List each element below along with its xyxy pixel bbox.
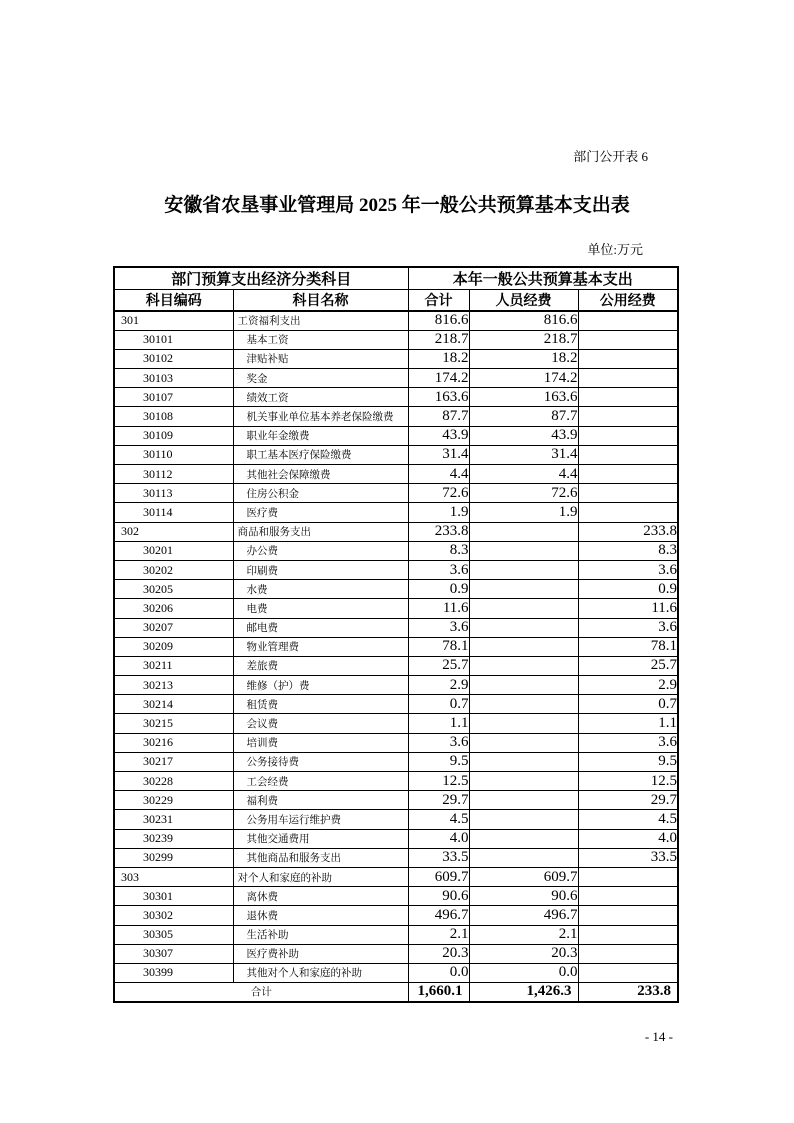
row-public-cell: 3.6 [578,733,678,752]
row-personnel-cell: 174.2 [469,369,578,388]
table-row [114,330,678,349]
row-name-cell: 其他商品和服务支出 [233,848,408,867]
row-public-cell [578,887,678,906]
row-name-cell: 离休费 [233,887,408,906]
row-name-cell: 工会经费 [233,772,408,791]
table-row [114,426,678,445]
table-group-header-row [114,267,678,290]
row-name-cell: 退休费 [233,906,408,925]
page-title: 安徽省农垦事业管理局 2025 年一般公共预算基本支出表 [164,195,630,216]
row-name-cell: 工资福利支出 [233,311,408,330]
row-personnel-cell [469,752,578,771]
row-code-cell: 30215 [114,714,233,733]
row-name-cell: 生活补助 [233,925,408,944]
row-personnel-cell [469,656,578,675]
row-code-cell: 30102 [114,349,233,368]
row-name-cell: 会议费 [233,714,408,733]
row-total-cell: 12.5 [408,772,469,791]
row-public-cell: 0.9 [578,580,678,599]
row-personnel-cell [469,791,578,810]
row-public-cell [578,311,678,330]
table-row [114,560,678,579]
row-personnel-cell: 2.1 [469,925,578,944]
row-name-cell: 职业年金缴费 [233,426,408,445]
row-code-cell: 30301 [114,887,233,906]
row-personnel-cell [469,522,578,541]
table-row [114,829,678,848]
row-personnel-cell: 0.0 [469,963,578,982]
column-header-public: 公用经费 [578,290,678,312]
row-personnel-cell [469,541,578,560]
row-total-cell: 233.8 [408,522,469,541]
column-header-code: 科目编码 [114,290,233,312]
row-name-cell: 津贴补贴 [233,349,408,368]
row-name-cell: 福利费 [233,791,408,810]
row-personnel-cell: 90.6 [469,887,578,906]
row-code-cell: 30112 [114,465,233,484]
row-total-cell: 87.7 [408,407,469,426]
row-personnel-cell: 31.4 [469,445,578,464]
row-total-cell: 4.0 [408,829,469,848]
row-total-cell: 3.6 [408,560,469,579]
row-personnel-cell: 72.6 [469,484,578,503]
row-code-cell: 301 [114,311,233,330]
row-name-cell: 其他对个人和家庭的补助 [233,963,408,982]
row-personnel-cell: 816.6 [469,311,578,330]
row-personnel-cell [469,560,578,579]
row-name-cell: 对个人和家庭的补助 [233,867,408,886]
row-total-cell: 29.7 [408,791,469,810]
table-row [114,388,678,407]
row-public-cell: 9.5 [578,752,678,771]
table-row [114,752,678,771]
row-code-cell: 30114 [114,503,233,522]
row-total-cell: 31.4 [408,445,469,464]
row-total-cell: 25.7 [408,656,469,675]
row-name-cell: 物业管理费 [233,637,408,656]
row-public-cell [578,906,678,925]
row-public-cell: 12.5 [578,772,678,791]
table-row [114,887,678,906]
total-row-label: 合计 [114,983,408,1002]
row-personnel-cell [469,733,578,752]
row-personnel-cell: 4.4 [469,465,578,484]
table-row [114,867,678,886]
row-public-cell: 2.9 [578,676,678,695]
row-name-cell: 电费 [233,599,408,618]
table-row [114,484,678,503]
row-name-cell: 医疗费 [233,503,408,522]
table-header [114,267,678,311]
table-row [114,445,678,464]
row-total-cell: 4.4 [408,465,469,484]
row-public-cell [578,426,678,445]
row-public-cell [578,388,678,407]
row-code-cell: 30307 [114,944,233,963]
total-row [114,983,678,1002]
row-personnel-cell: 20.3 [469,944,578,963]
table-row [114,848,678,867]
row-total-cell: 78.1 [408,637,469,656]
row-name-cell: 水费 [233,580,408,599]
row-public-cell [578,484,678,503]
table-row [114,407,678,426]
row-code-cell: 30231 [114,810,233,829]
row-code-cell: 302 [114,522,233,541]
table-body [114,311,678,983]
row-public-cell: 78.1 [578,637,678,656]
row-public-cell [578,465,678,484]
row-personnel-cell [469,637,578,656]
row-total-cell: 1.9 [408,503,469,522]
column-header-total: 合计 [408,290,469,312]
table-row [114,925,678,944]
table-row [114,465,678,484]
row-name-cell: 机关事业单位基本养老保险缴费 [233,407,408,426]
row-name-cell: 奖金 [233,369,408,388]
row-public-cell [578,407,678,426]
row-total-cell: 2.1 [408,925,469,944]
row-total-cell: 163.6 [408,388,469,407]
row-name-cell: 基本工资 [233,330,408,349]
table-row [114,791,678,810]
table-row [114,676,678,695]
table-row [114,522,678,541]
row-personnel-cell [469,810,578,829]
row-name-cell: 培训费 [233,733,408,752]
row-name-cell: 印刷费 [233,560,408,579]
row-code-cell: 30206 [114,599,233,618]
row-public-cell [578,369,678,388]
row-public-cell [578,445,678,464]
header-note: 部门公开表 6 [573,149,648,164]
row-total-cell: 0.0 [408,963,469,982]
row-code-cell: 30229 [114,791,233,810]
row-name-cell: 办公费 [233,541,408,560]
row-public-cell [578,349,678,368]
row-personnel-cell: 43.9 [469,426,578,445]
table-row [114,733,678,752]
row-personnel-cell: 163.6 [469,388,578,407]
table-row [114,695,678,714]
row-code-cell: 303 [114,867,233,886]
row-total-cell: 18.2 [408,349,469,368]
row-public-cell [578,330,678,349]
row-public-cell [578,503,678,522]
row-public-cell: 3.6 [578,560,678,579]
row-code-cell: 30302 [114,906,233,925]
row-code-cell: 30103 [114,369,233,388]
row-total-cell: 496.7 [408,906,469,925]
row-public-cell [578,867,678,886]
table-row [114,714,678,733]
table-row [114,503,678,522]
row-personnel-cell [469,848,578,867]
row-code-cell: 30299 [114,848,233,867]
row-code-cell: 30228 [114,772,233,791]
row-total-cell: 20.3 [408,944,469,963]
row-name-cell: 公务用车运行维护费 [233,810,408,829]
row-total-cell: 4.5 [408,810,469,829]
table-row [114,580,678,599]
row-total-cell: 1.1 [408,714,469,733]
row-code-cell: 30214 [114,695,233,714]
table-row [114,810,678,829]
row-personnel-cell [469,580,578,599]
row-total-cell: 174.2 [408,369,469,388]
row-total-cell: 11.6 [408,599,469,618]
row-code-cell: 30217 [114,752,233,771]
row-code-cell: 30207 [114,618,233,637]
column-header-name: 科目名称 [233,290,408,312]
row-code-cell: 30205 [114,580,233,599]
row-total-cell: 43.9 [408,426,469,445]
row-personnel-cell [469,695,578,714]
row-total-cell: 90.6 [408,887,469,906]
row-name-cell: 邮电费 [233,618,408,637]
row-name-cell: 维修（护）费 [233,676,408,695]
column-header-personnel: 人员经费 [469,290,578,312]
row-total-cell: 218.7 [408,330,469,349]
table-row [114,637,678,656]
table-row [114,772,678,791]
row-total-cell: 2.9 [408,676,469,695]
row-total-cell: 0.7 [408,695,469,714]
row-code-cell: 30109 [114,426,233,445]
row-public-cell: 25.7 [578,656,678,675]
row-public-cell: 233.8 [578,522,678,541]
row-public-cell [578,963,678,982]
row-code-cell: 30101 [114,330,233,349]
row-personnel-cell [469,618,578,637]
table-row [114,906,678,925]
row-public-cell: 11.6 [578,599,678,618]
row-total-cell: 9.5 [408,752,469,771]
row-name-cell: 其他交通费用 [233,829,408,848]
group-header-budget: 本年一般公共预算基本支出 [408,267,678,290]
row-public-cell: 3.6 [578,618,678,637]
row-name-cell: 绩效工资 [233,388,408,407]
total-row-total: 1,660.1 [408,983,469,1002]
row-code-cell: 30110 [114,445,233,464]
row-code-cell: 30209 [114,637,233,656]
row-personnel-cell [469,676,578,695]
row-code-cell: 30216 [114,733,233,752]
row-public-cell [578,925,678,944]
row-total-cell: 816.6 [408,311,469,330]
row-name-cell: 其他社会保障缴费 [233,465,408,484]
table-row [114,656,678,675]
row-personnel-cell [469,599,578,618]
row-code-cell: 30211 [114,656,233,675]
row-personnel-cell [469,714,578,733]
row-total-cell: 609.7 [408,867,469,886]
row-public-cell: 4.5 [578,810,678,829]
row-total-cell: 3.6 [408,733,469,752]
table-row [114,599,678,618]
row-total-cell: 0.9 [408,580,469,599]
page-number: - 14 - [644,1029,673,1044]
row-code-cell: 30213 [114,676,233,695]
table-row [114,963,678,982]
row-code-cell: 30239 [114,829,233,848]
row-name-cell: 租赁费 [233,695,408,714]
row-public-cell: 33.5 [578,848,678,867]
row-code-cell: 30399 [114,963,233,982]
row-name-cell: 医疗费补助 [233,944,408,963]
row-personnel-cell: 218.7 [469,330,578,349]
row-personnel-cell: 87.7 [469,407,578,426]
row-code-cell: 30201 [114,541,233,560]
row-code-cell: 30305 [114,925,233,944]
table-row [114,369,678,388]
budget-table [113,266,679,1003]
row-code-cell: 30107 [114,388,233,407]
row-name-cell: 公务接待费 [233,752,408,771]
row-name-cell: 住房公积金 [233,484,408,503]
total-row-personnel: 1,426.3 [469,983,578,1002]
row-code-cell: 30108 [114,407,233,426]
row-public-cell: 4.0 [578,829,678,848]
row-total-cell: 72.6 [408,484,469,503]
row-name-cell: 商品和服务支出 [233,522,408,541]
row-personnel-cell: 1.9 [469,503,578,522]
row-personnel-cell [469,829,578,848]
row-name-cell: 职工基本医疗保险缴费 [233,445,408,464]
row-name-cell: 差旅费 [233,656,408,675]
row-personnel-cell: 18.2 [469,349,578,368]
group-header-classification: 部门预算支出经济分类科目 [114,267,408,290]
table-row [114,944,678,963]
row-personnel-cell [469,772,578,791]
unit-label: 单位:万元 [587,242,643,257]
table-row [114,349,678,368]
row-public-cell: 29.7 [578,791,678,810]
row-personnel-cell: 496.7 [469,906,578,925]
row-personnel-cell: 609.7 [469,867,578,886]
row-public-cell: 0.7 [578,695,678,714]
row-total-cell: 8.3 [408,541,469,560]
row-public-cell: 8.3 [578,541,678,560]
total-row-public: 233.8 [578,983,678,1002]
table-row [114,618,678,637]
table-row [114,311,678,330]
table-row [114,541,678,560]
table-footer [114,983,678,1002]
row-code-cell: 30202 [114,560,233,579]
row-public-cell [578,944,678,963]
row-public-cell: 1.1 [578,714,678,733]
row-total-cell: 3.6 [408,618,469,637]
table-column-header-row [114,290,678,312]
row-total-cell: 33.5 [408,848,469,867]
row-code-cell: 30113 [114,484,233,503]
